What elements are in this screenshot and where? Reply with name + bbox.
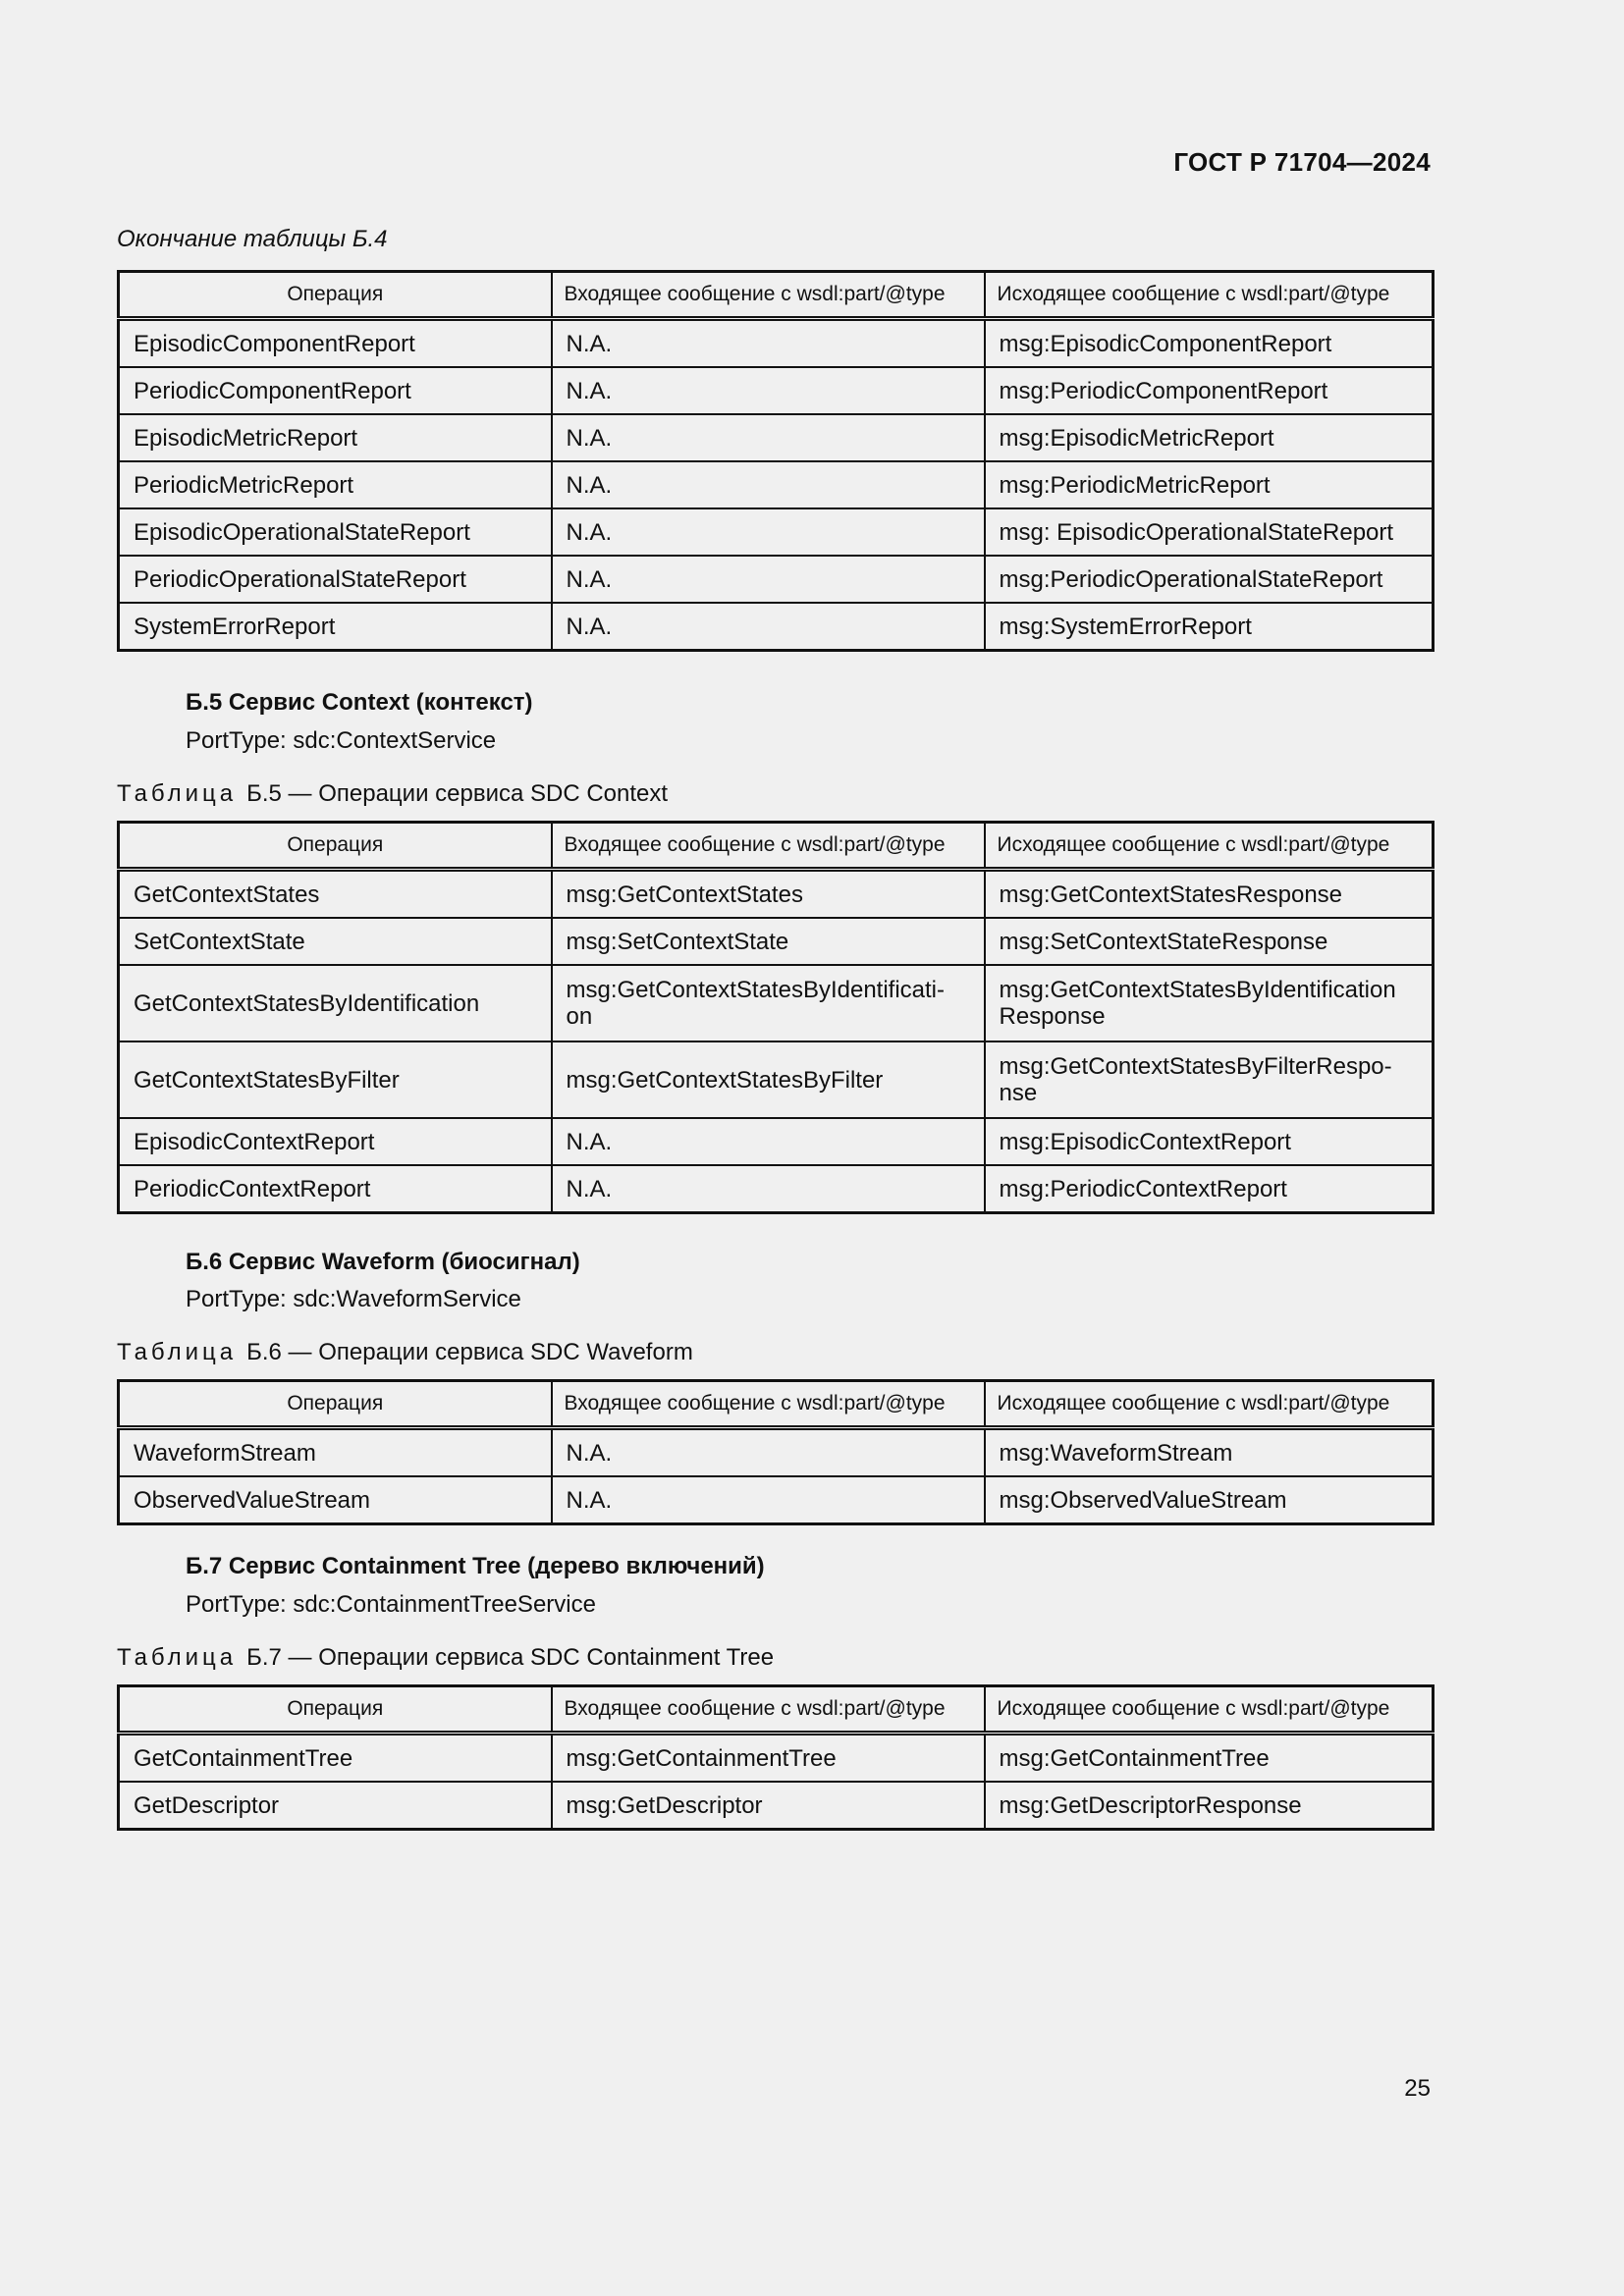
cell-operation: EpisodicComponentReport: [119, 319, 552, 368]
table-row: [119, 319, 1434, 368]
cell-operation: EpisodicContextReport: [119, 1118, 552, 1165]
cell-outgoing: msg:EpisodicComponentReport: [985, 319, 1434, 368]
header-outgoing: Исходящее сообщение с wsdl:part/@type: [985, 823, 1434, 870]
caption-prefix: Таблица: [117, 1339, 238, 1365]
table-row: [119, 556, 1434, 603]
table-header-row: [119, 272, 1434, 319]
table-row: [119, 1476, 1434, 1524]
cell-incoming: msg:GetDescriptor: [552, 1782, 985, 1830]
header-operation: Операция: [119, 1381, 552, 1428]
cell-incoming: N.A.: [552, 1118, 985, 1165]
cell-incoming: N.A.: [552, 367, 985, 414]
cell-incoming: N.A.: [552, 556, 985, 603]
header-incoming: Входящее сообщение с wsdl:part/@type: [552, 1381, 985, 1428]
cell-outgoing: msg:PeriodicOperationalStateReport: [985, 556, 1434, 603]
cell-outgoing: msg:GetContextStatesResponse: [985, 870, 1434, 919]
table-row: [119, 870, 1434, 919]
section-title-b6: Б.6 Сервис Waveform (биосигнал): [186, 1249, 580, 1275]
header-outgoing: Исходящее сообщение с wsdl:part/@type: [985, 272, 1434, 319]
table-caption-b6: [117, 1339, 693, 1366]
header-operation: Операция: [119, 1686, 552, 1734]
cell-incoming: N.A.: [552, 1428, 985, 1477]
header-operation: Операция: [119, 272, 552, 319]
cell-incoming: N.A.: [552, 319, 985, 368]
cell-operation: PeriodicContextReport: [119, 1165, 552, 1213]
cell-incoming: N.A.: [552, 1165, 985, 1213]
table-row: [119, 461, 1434, 508]
caption-prefix: Таблица: [117, 780, 238, 807]
table-row: [119, 1041, 1434, 1118]
header-incoming: Входящее сообщение с wsdl:part/@type: [552, 272, 985, 319]
cell-outgoing: msg:GetContextStatesByIdentification Response: [985, 965, 1434, 1041]
header-outgoing: Исходящее сообщение с wsdl:part/@type: [985, 1381, 1434, 1428]
cell-outgoing: msg:WaveformStream: [985, 1428, 1434, 1477]
table-b6: [117, 1379, 1435, 1525]
cell-incoming: msg:GetContextStatesByFilter: [552, 1041, 985, 1118]
cell-outgoing: msg:GetDescriptorResponse: [985, 1782, 1434, 1830]
header-incoming: Входящее сообщение с wsdl:part/@type: [552, 823, 985, 870]
cell-outgoing: msg:PeriodicComponentReport: [985, 367, 1434, 414]
table-b4: [117, 270, 1435, 652]
cell-operation: SystemErrorReport: [119, 603, 552, 651]
porttype-b7: PortType: sdc:ContainmentTreeService: [186, 1591, 596, 1618]
table-b7: [117, 1684, 1435, 1831]
table-row: [119, 965, 1434, 1041]
cell-incoming: N.A.: [552, 414, 985, 461]
cell-operation: SetContextState: [119, 918, 552, 965]
page-number: 25: [1404, 2075, 1431, 2102]
cell-incoming: msg:GetContextStates: [552, 870, 985, 919]
table-header-row: [119, 823, 1434, 870]
cell-outgoing: msg: EpisodicOperationalStateReport: [985, 508, 1434, 556]
cell-outgoing: msg:GetContextStatesByFilterRespo-nse: [985, 1041, 1434, 1118]
cell-operation: GetContextStatesByIdentification: [119, 965, 552, 1041]
cell-operation: PeriodicComponentReport: [119, 367, 552, 414]
header-operation: Операция: [119, 823, 552, 870]
table-row: [119, 1428, 1434, 1477]
cell-outgoing: msg:EpisodicMetricReport: [985, 414, 1434, 461]
cell-operation: GetDescriptor: [119, 1782, 552, 1830]
table-row: [119, 1118, 1434, 1165]
table-continuation-label: Окончание таблицы Б.4: [117, 226, 388, 252]
cell-incoming: N.A.: [552, 461, 985, 508]
table-row: [119, 918, 1434, 965]
cell-operation: GetContainmentTree: [119, 1734, 552, 1783]
table-row: [119, 1734, 1434, 1783]
cell-operation: WaveformStream: [119, 1428, 552, 1477]
document-code: ГОСТ Р 71704—2024: [1173, 147, 1431, 177]
cell-outgoing: msg:SetContextStateResponse: [985, 918, 1434, 965]
cell-incoming: N.A.: [552, 1476, 985, 1524]
section-title-b5: Б.5 Сервис Context (контекст): [186, 689, 533, 716]
table-row: [119, 414, 1434, 461]
table-header-row: [119, 1381, 1434, 1428]
cell-outgoing: msg:ObservedValueStream: [985, 1476, 1434, 1524]
table-caption-b7: [117, 1644, 774, 1672]
caption-text: Б.6 — Операции сервиса SDC Waveform: [246, 1339, 693, 1365]
header-outgoing: Исходящее сообщение с wsdl:part/@type: [985, 1686, 1434, 1734]
cell-outgoing: msg:SystemErrorReport: [985, 603, 1434, 651]
cell-outgoing: msg:PeriodicContextReport: [985, 1165, 1434, 1213]
cell-operation: EpisodicOperationalStateReport: [119, 508, 552, 556]
table-b5: [117, 821, 1435, 1214]
caption-prefix: Таблица: [117, 1644, 238, 1671]
cell-outgoing: msg:GetContainmentTree: [985, 1734, 1434, 1783]
table-row: [119, 1165, 1434, 1213]
caption-text: Б.5 — Операции сервиса SDC Context: [246, 780, 669, 807]
caption-text: Б.7 — Операции сервиса SDC Containment Tree: [246, 1644, 775, 1671]
cell-incoming: msg:GetContextStatesByIdentificati-on: [552, 965, 985, 1041]
porttype-b5: PortType: sdc:ContextService: [186, 727, 497, 754]
cell-outgoing: msg:EpisodicContextReport: [985, 1118, 1434, 1165]
header-incoming: Входящее сообщение с wsdl:part/@type: [552, 1686, 985, 1734]
cell-operation: PeriodicOperationalStateReport: [119, 556, 552, 603]
cell-operation: GetContextStatesByFilter: [119, 1041, 552, 1118]
cell-incoming: msg:SetContextState: [552, 918, 985, 965]
porttype-b6: PortType: sdc:WaveformService: [186, 1286, 521, 1312]
table-row: [119, 367, 1434, 414]
cell-outgoing: msg:PeriodicMetricReport: [985, 461, 1434, 508]
cell-operation: GetContextStates: [119, 870, 552, 919]
table-header-row: [119, 1686, 1434, 1734]
cell-incoming: N.A.: [552, 603, 985, 651]
cell-operation: EpisodicMetricReport: [119, 414, 552, 461]
table-row: [119, 603, 1434, 651]
table-row: [119, 508, 1434, 556]
section-title-b7: Б.7 Сервис Containment Tree (дерево включений): [186, 1553, 765, 1579]
cell-operation: ObservedValueStream: [119, 1476, 552, 1524]
cell-operation: PeriodicMetricReport: [119, 461, 552, 508]
cell-incoming: msg:GetContainmentTree: [552, 1734, 985, 1783]
table-row: [119, 1782, 1434, 1830]
table-caption-b5: [117, 780, 668, 808]
cell-incoming: N.A.: [552, 508, 985, 556]
